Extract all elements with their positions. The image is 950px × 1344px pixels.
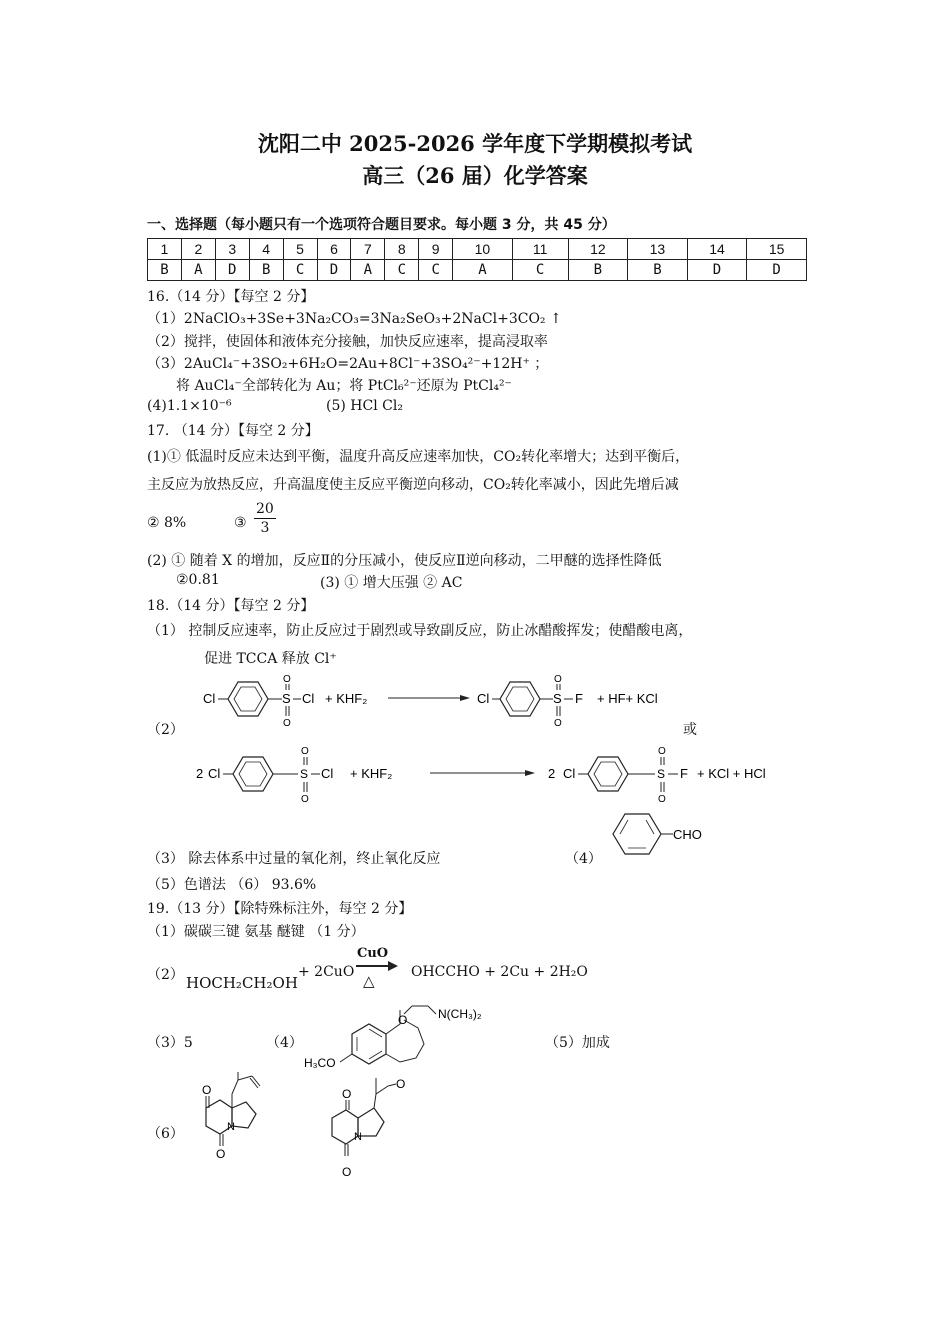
answer-table-number-row [148, 239, 807, 260]
eq2-cl-left: Cl [208, 766, 221, 781]
eq1-cl-left: Cl [203, 691, 216, 706]
q19-line2b: HOCH₂CH₂OH [186, 974, 298, 992]
q18-line5: （5）色谱法 （6） 93.6% [147, 877, 317, 893]
q17-line1: (1)① 低温时反应未达到平衡，温度升高反应速率加快，CO₂转化率增大；达到平衡后， [147, 449, 690, 465]
answer-table [147, 238, 807, 281]
mol4-amine-label: N(CH₃)₂ [438, 1007, 482, 1021]
eq1-product-cl: Cl [477, 691, 490, 706]
question-number-cell: 1 [148, 239, 182, 260]
q17-line3b: ③ [234, 515, 247, 531]
q19-line6: （6） [147, 1126, 184, 1142]
q17-heading: 17. （14 分）【每空 2 分】 [147, 423, 319, 439]
eq1-product-o-top: O [554, 674, 562, 685]
eq2-coef2: 2 [548, 766, 556, 781]
eq2-product-o-bottom: O [658, 794, 666, 805]
question-number-cell: 11 [512, 239, 568, 260]
methoxy-label: H₃CO [304, 1056, 336, 1070]
q16-line2: （2）搅拌，使固体和液体充分接触，加快反应速率，提高浸取率 [147, 334, 548, 350]
question-number-cell: 6 [317, 239, 351, 260]
question-number-cell: 13 [628, 239, 688, 260]
eq1-o-top: O [283, 674, 291, 685]
question-number-cell: 10 [453, 239, 513, 260]
q16-line5b: (5) HCl Cl₂ [326, 398, 403, 414]
answer-cell: D [317, 260, 351, 281]
question-number-cell: 8 [385, 239, 419, 260]
fraction-numerator: 20 [256, 501, 274, 517]
eq1-product-o-bottom: O [554, 718, 562, 729]
q19-line3a: （3）5 [147, 1035, 193, 1051]
q19-line3c: （5）加成 [545, 1035, 610, 1051]
q17-line4: (2) ① 随着 X 的增加，反应Ⅱ的分压减小，使反应Ⅱ逆向移动，二甲醚的选择性降低 [147, 553, 662, 569]
mol6b-n: N [354, 1131, 362, 1143]
answer-cell: C [283, 260, 317, 281]
eq2-product-s: S [657, 767, 666, 781]
eq2-o-top: O [301, 746, 309, 757]
question-number-cell: 9 [419, 239, 453, 260]
condition-bottom: △ [363, 972, 375, 990]
q19-line1: （1）碳碳三键 氨基 醚键 （1 分） [147, 924, 365, 940]
question-number-cell: 3 [215, 239, 249, 260]
eq1-o-bottom: O [283, 718, 291, 729]
cho-label: CHO [673, 827, 702, 842]
answer-cell: C [512, 260, 568, 281]
q18-line1: （1） 控制反应速率，防止反应过于剧烈或导致副反应，防止冰醋酸挥发；使醋酸电离， [147, 623, 693, 639]
eq1-rest: + HF+ KCl [597, 691, 658, 706]
question-number-cell: 5 [283, 239, 317, 260]
mol6a-n: N [227, 1121, 235, 1133]
q18-or: 或 [683, 722, 697, 738]
answer-cell: A [453, 260, 513, 281]
q17-line3a: ② 8% [147, 515, 187, 531]
question-number-cell: 4 [249, 239, 283, 260]
eq2-product-o-top: O [658, 746, 666, 757]
q19-line3b: （4） [266, 1035, 303, 1051]
q18-line3: （2） [147, 722, 184, 738]
mol6a-o-bottom: O [216, 1147, 226, 1161]
q19-heading: 19.（13 分）【除特殊标注外，每空 2 分】 [147, 901, 413, 917]
eq1-s: S [282, 691, 291, 706]
mol6b-o-bottom: O [342, 1165, 352, 1179]
q18-line2: 促进 TCCA 释放 Cl⁺ [204, 651, 337, 667]
q19-mol6b-structure [322, 1072, 422, 1182]
reaction-arrow [354, 960, 400, 972]
q17-line5b: (3) ① 增大压强 ② AC [320, 575, 463, 591]
answer-table-answer-row [148, 260, 807, 281]
q18-equation1 [195, 668, 695, 738]
q17-fraction [254, 500, 276, 537]
answer-cell: D [747, 260, 807, 281]
eq2-cl-right: Cl [321, 766, 334, 781]
eq2-reagent: + KHF₂ [350, 766, 393, 781]
q19-line2c: + 2CuO [298, 964, 355, 980]
q16-line4: 将 AuCl₄⁻全部转化为 Au；将 PtCl₆²⁻还原为 PtCl₄²⁻ [176, 378, 512, 394]
answer-cell: C [385, 260, 419, 281]
eq1-product-s: S [553, 691, 562, 706]
mol6a-o-top: O [202, 1083, 212, 1097]
benzaldehyde-structure [605, 808, 715, 858]
q18-line4: （3） 除去体系中过量的氧化剂，终止氧化反应 [147, 851, 441, 867]
answer-cell: B [249, 260, 283, 281]
question-number-cell: 7 [351, 239, 385, 260]
fraction-denominator: 3 [260, 520, 270, 536]
q19-mol4-structure [300, 1000, 500, 1080]
q19-mol6a-structure [180, 1072, 280, 1182]
answer-cell: D [215, 260, 249, 281]
q16-heading: 16.（14 分）【每空 2 分】 [147, 289, 315, 305]
q16-line3: （3）2AuCl₄⁻+3SO₂+6H₂O=2Au+8Cl⁻+3SO₄²⁻+12H⁺ ； [147, 356, 549, 372]
question-number-cell: 15 [747, 239, 807, 260]
q18-heading: 18.（14 分）【每空 2 分】 [147, 598, 315, 614]
mol4-o: O [398, 1013, 408, 1027]
q19-line2d: OHCCHO + 2Cu + 2H₂O [411, 964, 588, 980]
eq2-rest: + KCl + HCl [697, 766, 766, 781]
q18-equation2 [190, 740, 790, 810]
eq1-reagent: + KHF₂ [325, 691, 368, 706]
question-number-cell: 2 [181, 239, 215, 260]
eq2-product-f: F [680, 766, 688, 781]
question-number-cell: 14 [687, 239, 747, 260]
q18-line4b: （4） [565, 851, 602, 867]
eq1-product-f: F [575, 691, 583, 706]
answer-cell: B [568, 260, 628, 281]
question-number-cell: 12 [568, 239, 628, 260]
mol6b-o-top: O [342, 1087, 352, 1101]
condition-top: CuO [357, 946, 389, 961]
answer-cell: B [628, 260, 688, 281]
q17-line5: ②0.81 [176, 572, 220, 588]
exam-subtitle: 高三（26 届）化学答案 [362, 163, 588, 188]
q16-line1: （1）2NaClO₃+3Se+3Na₂CO₃=3Na₂SeO₃+2NaCl+3CO₂ ↑ [147, 311, 562, 327]
answer-cell: B [148, 260, 182, 281]
answer-cell: D [687, 260, 747, 281]
eq1-cl-right: Cl [302, 691, 315, 706]
eq2-coef: 2 [196, 766, 204, 781]
eq2-product-cl: Cl [563, 766, 576, 781]
exam-title: 沈阳二中 2025-2026 学年度下学期模拟考试 [257, 131, 693, 156]
q16-line5: (4)1.1×10⁻⁶ [147, 398, 232, 414]
eq2-o-bottom: O [301, 794, 309, 805]
section1-heading: 一、选择题（每小题只有一个选项符合题目要求。每小题 3 分，共 45 分） [147, 217, 616, 233]
answer-cell: A [351, 260, 385, 281]
q19-line2a: （2） [147, 967, 184, 983]
answer-cell: A [181, 260, 215, 281]
mol6b-ketone-o: O [396, 1077, 406, 1091]
eq2-s: S [300, 767, 309, 781]
q17-line2: 主反应为放热反应，升高温度使主反应平衡逆向移动，CO₂转化率减小，因此先增后减 [147, 477, 679, 493]
answer-cell: C [419, 260, 453, 281]
